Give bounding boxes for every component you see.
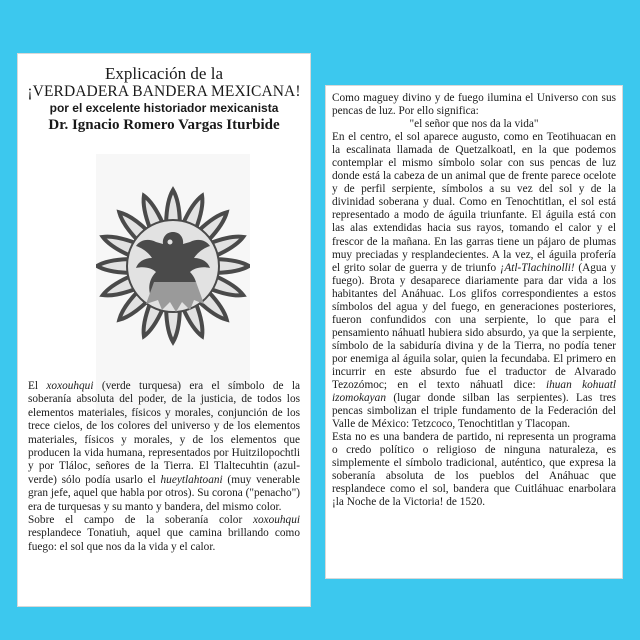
author-intro: por el excelente historiador mexicanista — [49, 101, 279, 115]
term-ihuan-kohuatl: ihuan kohuatl izomokayan — [332, 379, 616, 405]
title-line-2: ¡VERDADERA BANDERA MEXICANA! — [27, 83, 301, 100]
term-hueytlahtoani: hueytlahtoani — [160, 473, 223, 486]
right-paragraph-1: En el centro, el sol aparece augusto, como en Teotihuacan en la escalinata llamada de Quetzalkoatl, en la que podemos contemplar el mismo símbolo solar con sus pencas de luz donde está la cabeza de un animal que de frente parece ocelote y de perfil serpiente, símbolos a su vez del sol y de la divinidad soberana y dual. Como en Tenochtitlan, el sol está representado a modo de águila triunfante. El águila está con las alas extendidas hacia sus rayos, tomando el calor y el frescor de la mañana. En las garras tiene un pájaro de plumas muy preciadas y resplandecientes. A la vez, el águila profería el grito solar de guerra y de triunfo ¡Atl-Tlachinolli! (Agua y fuego). Brota y desaparece diariamente para dar vida a los habitantes del Anáhuac. Los glifos correspondientes a estos símbolos del agua y del fuego, en generaciones posteriores, fueron confundidos con una serpiente, lo que para el pensamiento náhuatl hubiera sido absurdo, ya que la serpiente, símbolo de la sabiduría divina y de la Tierra, no podía tener por enemiga al águila solar, quien la fecundaba. El primero en incurrir en este absurdo fue el traductor de Alvarado Tezozómoc; en el texto náhuatl dice: ihuan kohuatl izomokayan (lugar donde silban las serpientes). Las tres pencas simbolizan el triple fundamento de la Federación del Valle de México: Tetzcoco, Tenochtitlan y Tlacopan. — [332, 131, 616, 431]
sun-eagle-icon — [96, 154, 250, 374]
right-body-text — [332, 92, 616, 510]
title-block — [24, 64, 304, 134]
sun-ray-icon — [166, 309, 180, 342]
left-body-text — [28, 380, 300, 554]
left-page — [18, 54, 310, 606]
term-xoxouhqui-2: xoxouhqui — [252, 514, 300, 527]
left-paragraph-1: El xoxouhqui (verde turquesa) era el símbolo de la soberanía absoluta del poder, de la justicia, de todos los elementos materiales, físicos y morales, conjunción de los trece cielos, de los colores del universo y de los elementos materiales, físicos y morales, y de los elementos que producen la vida humana, representados por Huitzilopochtli y por Tláloc, señores de la Tierra. El Tlaltecuhtin (azul-verde) sólo podía usarlo el hueytlahtoani (muy venerable gran jefe, aquel que habla por otros). Su corona ("penacho") era de turquesas y su manto y bandera, del mismo color. — [28, 380, 300, 513]
author-name: Dr. Ignacio Romero Vargas Iturbide — [48, 117, 280, 133]
sun-ray-icon — [97, 259, 130, 273]
right-paragraph-2: Esta no es una bandera de partido, ni representa un programa o credo político o religioso de ninguna naturaleza, es simplemente el símbolo tradicional, auténtico, que expresa la soberanía absoluta de los pueblos del Anáhuac que resplandece como el sol, bandera que Cuitláhuac enarbolara ¡la Noche de la Victoria! de 1520. — [332, 431, 616, 509]
right-intro: Como maguey divino y de fuego ilumina el Universo con sus pencas de luz. Por ello significa: — [332, 92, 616, 118]
left-paragraph-2: Sobre el campo de la soberanía color xoxouhqui resplandece Tonatiuh, aquel que camina brillando como fuego: el sol que nos da la vida y el calor. — [28, 514, 300, 553]
term-xoxouhqui: xoxouhqui — [46, 380, 94, 392]
right-page — [326, 86, 622, 578]
right-quote: "el señor que nos da la vida" — [409, 118, 539, 131]
title-line-1: Explicación de la — [104, 64, 223, 83]
sun-ray-icon — [216, 259, 249, 273]
term-atl-tlachinolli: ¡Atl-Tlachinolli! — [499, 261, 575, 274]
sun-ray-icon — [166, 190, 180, 223]
